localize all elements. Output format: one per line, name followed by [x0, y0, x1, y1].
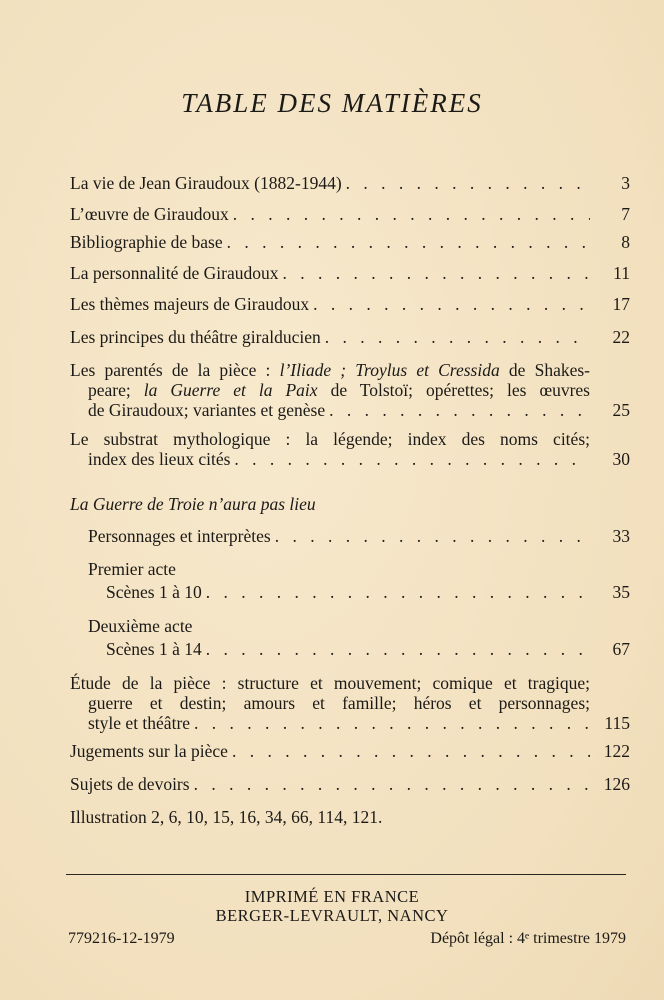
- toc-entry-text: Le substrat mythologique : la légende; index des noms cités;: [70, 429, 590, 449]
- toc-entry-text: Jugements sur la pièce: [70, 741, 228, 761]
- toc-page-number: 33: [612, 526, 630, 546]
- toc-entry: [70, 559, 630, 602]
- toc-page-number: 3: [621, 173, 630, 193]
- toc-entry-text: La personnalité de Giraudoux: [70, 263, 279, 283]
- toc-entry: [70, 204, 630, 224]
- divider: [66, 874, 626, 875]
- imprint-printer: BERGER-LEVRAULT, NANCY: [215, 906, 449, 925]
- toc-page-number: 35: [612, 582, 630, 602]
- toc-entry-text: Personnages et interprètes: [88, 526, 271, 546]
- leader-dots: [206, 582, 590, 602]
- toc-entry-text: Les parentés de la pièce :: [70, 360, 271, 380]
- leader-dots: [194, 774, 590, 794]
- leader-dots: [234, 449, 590, 469]
- toc-entry-text: de Tolstoï; opérettes; les œuvres: [330, 380, 590, 400]
- toc-entry-text: style et théâtre: [88, 713, 191, 733]
- toc-entry-text: peare;: [88, 380, 131, 400]
- toc-entry-text: Étude de la pièce : structure et mouvement; comique et tragique;: [70, 673, 590, 693]
- toc-page-number: 8: [621, 232, 630, 252]
- toc-entry-text: Scènes 1 à 10: [106, 582, 202, 602]
- imprint-country: IMPRIMÉ EN FRANCE: [244, 887, 420, 906]
- toc-entry: [70, 429, 630, 469]
- toc-page-number: 25: [612, 400, 630, 420]
- toc-page-number: 22: [612, 327, 630, 347]
- toc-page-number: 115: [604, 713, 630, 733]
- leader-dots: [282, 263, 590, 283]
- leader-dots: [346, 173, 590, 193]
- toc-entry-line: [70, 380, 630, 400]
- leader-dots: [206, 639, 590, 659]
- toc-entry: [70, 327, 630, 347]
- toc-entry-text: Bibliographie de base: [70, 232, 223, 252]
- toc-entry-italic: la Guerre et la Paix: [143, 380, 318, 400]
- toc-entry-italic: l’Iliade ; Troylus et Cressida: [279, 360, 500, 380]
- toc-section-title: [70, 494, 630, 514]
- play-title: La Guerre de Troie n’aura pas lieu: [70, 494, 316, 514]
- toc-page-number: 30: [612, 449, 630, 469]
- leader-dots: [233, 204, 590, 224]
- toc-entry-text: Les thèmes majeurs de Giraudoux: [70, 294, 310, 314]
- toc-page-number: 67: [612, 639, 630, 659]
- toc-page-number: 17: [612, 294, 630, 314]
- page-title: TABLE DES MATIÈRES: [181, 88, 483, 118]
- toc-page-number: 7: [621, 204, 630, 224]
- leader-dots: [325, 327, 590, 347]
- toc-entry-text: Scènes 1 à 14: [106, 639, 202, 659]
- toc-entry: [70, 263, 630, 283]
- toc-entry: [70, 616, 630, 659]
- toc-entry-text: index des lieux cités: [88, 449, 231, 469]
- toc-entry: [70, 360, 630, 420]
- leader-dots: [194, 713, 590, 733]
- leader-dots: [227, 232, 590, 252]
- illustration-list: Illustration 2, 6, 10, 15, 16, 34, 66, 114, 121.: [70, 807, 383, 827]
- toc-entry: [70, 526, 630, 546]
- toc-entry-line: [70, 360, 630, 380]
- toc-entry: [70, 294, 630, 314]
- toc-page-number: 122: [603, 741, 630, 761]
- leader-dots: [232, 741, 590, 761]
- toc-entry-text: Sujets de devoirs: [70, 774, 190, 794]
- toc-entry: [70, 673, 630, 733]
- toc-entry-text: guerre et destin; amours et famille; héros et personnages;: [88, 693, 590, 713]
- toc-entry: [70, 232, 630, 252]
- toc-entry: [70, 774, 630, 794]
- print-code: 779216-12-1979: [68, 930, 175, 947]
- toc-entry: [70, 741, 630, 761]
- leader-dots: [329, 400, 590, 420]
- leader-dots: [313, 294, 590, 314]
- toc-entry-text: de Giraudoux; variantes et genèse: [88, 400, 326, 420]
- act-heading: Premier acte: [88, 559, 176, 579]
- legal-deposit: Dépôt légal : 4ᵉ trimestre 1979: [430, 930, 626, 947]
- toc-page-number: 126: [603, 774, 630, 794]
- leader-dots: [275, 526, 590, 546]
- toc-entry-text: La vie de Jean Giraudoux (1882-1944): [70, 173, 342, 193]
- toc-entry: [70, 173, 630, 193]
- toc-page-number: 11: [613, 263, 630, 283]
- act-heading: Deuxième acte: [88, 616, 193, 636]
- toc-entry-text: L’œuvre de Giraudoux: [70, 204, 229, 224]
- toc-entry-text: Les principes du théâtre giralducien: [70, 327, 321, 347]
- toc-entry-text: de Shakes-: [508, 360, 591, 380]
